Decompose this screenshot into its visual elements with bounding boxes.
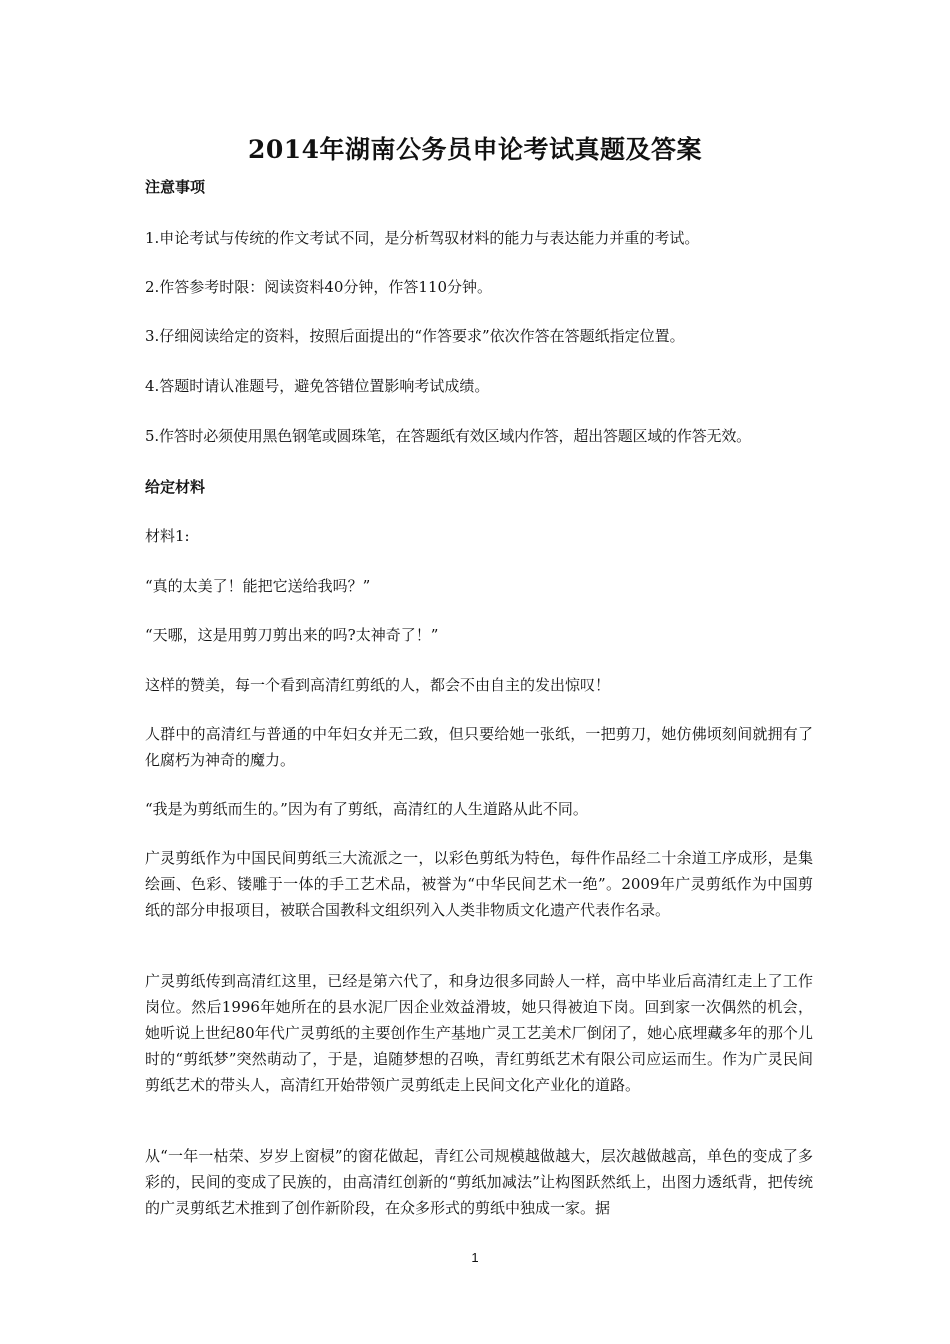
material-paragraph: “真的太美了！能把它送给我吗？” xyxy=(145,577,371,595)
material-paragraph: “天哪，这是用剪刀剪出来的吗?太神奇了！” xyxy=(145,626,439,644)
notice-item-3: 3.仔细阅读给定的资料，按照后面提出的“作答要求”依次作答在答题纸指定位置。 xyxy=(145,327,685,345)
materials-heading: 给定材料 xyxy=(145,478,206,496)
material-paragraph: 广灵剪纸传到高清红这里，已经是第六代了，和身边很多同龄人一样，高中毕业后高清红走上了工作岗位。然后1996年她所在的县水泥厂因企业效益滑坡，她只得被迫下岗。回到家一次偶然的机会，她听说上世纪80年代广灵剪纸的主要创作生产基地广灵工艺美术厂倒闭了，她心底埋藏多年的那个儿时的“剪纸梦”突然萌动了，于是，追随梦想的召唤，青红剪纸艺术有限公司应运而生。作为广灵民间剪纸艺术的带头人，高清红开始带领广灵剪纸走上民间文化产业化的道路。 xyxy=(145,972,813,1094)
material-paragraph: 从“一年一枯荣、岁岁上窗棂”的窗花做起，青红公司规模越做越大，层次越做越高，单色的变成了多彩的，民间的变成了民族的，由高清红创新的“剪纸加减法”让构图跃然纸上，出图力透纸背，把传统的广灵剪纸艺术推到了创作新阶段，在众多形式的剪纸中独成一家。据 xyxy=(145,1147,813,1217)
document-title: 2014年湖南公务员申论考试真题及答案 xyxy=(247,135,703,164)
notice-item-5: 5.作答时必须使用黑色钢笔或圆珠笔，在答题纸有效区域内作答，超出答题区域的作答无效。 xyxy=(145,427,751,445)
material-paragraph: 人群中的高清红与普通的中年妇女并无二致，但只要给她一张纸，一把剪刀，她仿佛顷刻间就拥有了化腐朽为神奇的魔力。 xyxy=(145,725,813,769)
material-paragraph: 这样的赞美，每一个看到高清红剪纸的人，都会不由自主的发出惊叹！ xyxy=(145,676,611,694)
notice-item-4: 4.答题时请认准题号，避免答错位置影响考试成绩。 xyxy=(145,377,490,395)
notice-item-2: 2.作答参考时限：阅读资料40分钟，作答110分钟。 xyxy=(145,278,493,296)
material-paragraph: 广灵剪纸作为中国民间剪纸三大流派之一，以彩色剪纸为特色，每件作品经二十余道工序成形，是集绘画、色彩、镂雕于一体的手工艺术品，被誉为“中华民间艺术一绝”。2009年广灵剪纸作为中国剪纸的部分申报项目，被联合国教科文组织列入人类非物质文化遗产代表作名录。 xyxy=(145,849,813,919)
material-paragraph: “我是为剪纸而生的。”因为有了剪纸，高清红的人生道路从此不同。 xyxy=(145,800,588,818)
notice-item-1: 1.申论考试与传统的作文考试不同，是分析驾驭材料的能力与表达能力并重的考试。 xyxy=(145,229,700,247)
material-label: 材料1: xyxy=(145,527,190,545)
notice-heading: 注意事项 xyxy=(145,178,206,196)
page-number: 1 xyxy=(471,1250,479,1265)
